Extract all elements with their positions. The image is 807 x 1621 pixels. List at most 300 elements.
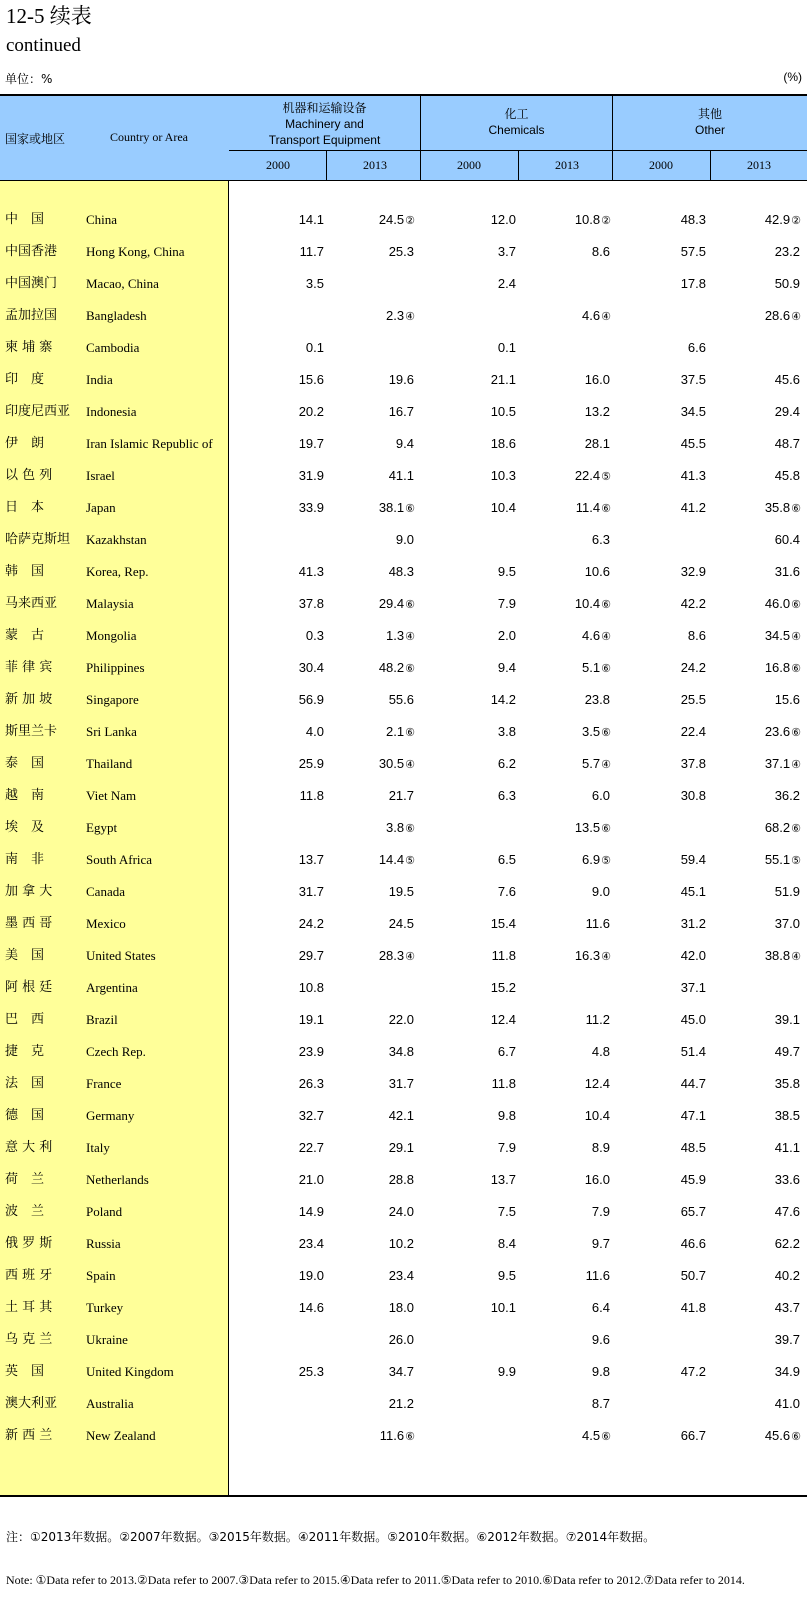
value-cell [299,914,325,935]
value-number: 9.0 [395,532,414,547]
value-cell [775,1330,801,1351]
value-cell [389,1330,415,1351]
value-cell [681,1010,707,1031]
value-cell [681,1042,707,1063]
value-cell [765,722,801,743]
value-cell [575,594,611,615]
table-row [0,786,807,818]
value-number: 5.1 [582,660,601,675]
value-cell [765,946,801,967]
value-number: 68.2 [764,820,791,835]
value-number: 29.7 [298,948,324,963]
value-cell [592,882,611,903]
value-cell [379,754,415,775]
value-cell [324,306,325,327]
value-cell [585,434,611,455]
value-number: 37.8 [298,596,324,611]
value-cell [389,242,415,263]
value-cell [299,594,325,615]
value-number: 49.7 [774,1044,800,1059]
value-cell [765,626,801,647]
country-name-en: Turkey [86,1300,124,1315]
value-cell [498,594,517,615]
value-number: 45.9 [680,1172,706,1187]
country-name-en: China [86,212,118,227]
value-number: 10.8 [298,980,324,995]
value-cell [389,882,415,903]
value-number: 26.0 [388,1332,414,1347]
value-number: 4.8 [591,1044,610,1059]
table-row [0,1266,807,1298]
value-cell [491,434,517,455]
value-cell [299,370,325,391]
value-number: 6.5 [497,852,516,867]
group-header-cn: 化工 [504,107,529,121]
value-cell [306,626,325,647]
value-number: 15.6 [298,372,324,387]
value-number: 37.8 [680,756,706,771]
value-cell [498,338,517,359]
country-name-en: Ukraine [86,1332,128,1347]
table-row [0,658,807,690]
value-cell [681,882,707,903]
value-number: 3.5 [582,724,601,739]
table-row [0,274,807,306]
country-name-en: India [86,372,113,387]
value-number: 11.2 [585,1012,610,1027]
country-name-en: United Kingdom [86,1364,174,1379]
value-cell [516,1426,517,1447]
value-number: 62.2 [774,1236,800,1251]
value-cell [775,1106,801,1127]
value-cell [681,1106,707,1127]
value-cell [575,818,611,839]
value-number: 1.3 [386,628,405,643]
value-number: 19.6 [388,372,414,387]
value-cell [582,850,611,871]
value-number: 31.7 [298,884,324,899]
value-cell [681,402,707,423]
value-cell [516,306,517,327]
value-number: 0.3 [305,628,324,643]
country-name-cn: 印度尼西亚 [5,404,71,419]
value-number: 23.4 [388,1268,414,1283]
value-cell [592,786,611,807]
country-name-cn: 新 加 坡 [5,692,53,707]
value-cell [389,786,415,807]
country-name-en: Italy [86,1140,110,1155]
value-number: 21.1 [490,372,516,387]
value-cell [324,530,325,551]
footnote-marker: ⑤ [791,855,801,867]
footnote-marker: ⑥ [405,823,415,835]
value-cell [516,1330,517,1351]
value-cell [379,498,415,519]
value-cell [386,306,415,327]
value-cell [386,626,415,647]
footnote-marker: ④ [791,951,801,963]
value-number: 9.6 [591,1332,610,1347]
value-cell [585,1074,611,1095]
footnote-marker: ④ [791,311,801,323]
value-cell [681,370,707,391]
country-header-cn: 国家或地区 [5,132,66,146]
value-number: 11.8 [299,788,324,803]
value-cell [498,754,517,775]
table-row [0,1106,807,1138]
country-name-en: Korea, Rep. [86,564,149,579]
value-number: 36.2 [774,788,800,803]
value-number: 8.7 [591,1396,610,1411]
footnote-marker: ⑤ [405,855,415,867]
value-cell [299,850,325,871]
value-cell [389,1074,415,1095]
value-number: 0.1 [305,340,324,355]
value-cell [585,562,611,583]
value-number: 30.4 [298,660,324,675]
value-number: 29.1 [388,1140,414,1155]
footnote-marker: ⑥ [601,663,611,675]
value-cell [582,306,611,327]
footnote-marker: ⑥ [405,599,415,611]
value-number: 42.2 [680,596,706,611]
value-cell [585,1106,611,1127]
value-number: 45.0 [680,1012,706,1027]
value-number: 51.9 [774,884,800,899]
value-number: 16.8 [764,660,791,675]
value-cell [299,754,325,775]
value-cell [379,850,415,871]
value-cell [389,1298,415,1319]
value-cell [300,242,325,263]
value-cell [681,274,707,295]
value-cell [498,786,517,807]
value-cell [389,466,415,487]
value-cell [592,242,611,263]
value-number: 15.4 [490,916,516,931]
country-name-en: Philippines [86,660,145,675]
year-header: 2013 [747,158,771,172]
value-number: 43.7 [774,1300,800,1315]
value-cell [516,530,517,551]
value-cell [299,1202,325,1223]
value-number: 39.1 [774,1012,800,1027]
value-cell [300,786,325,807]
unit-label: 单位：% [5,72,53,86]
value-cell [585,402,611,423]
value-cell [498,1106,517,1127]
value-cell [610,274,611,295]
value-cell [389,1042,415,1063]
value-number: 9.5 [497,1268,516,1283]
value-number: 30.5 [378,756,405,771]
table-row [0,402,807,434]
value-cell [299,1362,325,1383]
value-number: 34.5 [680,404,706,419]
value-cell [498,626,517,647]
value-cell [414,978,415,999]
value-number: 23.9 [298,1044,324,1059]
year-header: 2013 [555,158,579,172]
value-cell [582,658,611,679]
value-number: 38.5 [774,1108,800,1123]
footnote-marker: ⑥ [405,663,415,675]
value-cell [706,1330,707,1351]
value-cell [765,306,801,327]
group-header-en: Other [694,123,725,137]
value-cell [299,690,325,711]
value-cell [498,274,517,295]
value-number: 42.0 [680,948,706,963]
value-number: 16.0 [584,1172,610,1187]
table-row [0,850,807,882]
country-name-en: Kazakhstan [86,532,147,547]
value-cell [324,1394,325,1415]
value-number: 6.4 [591,1300,610,1315]
value-number: 60.4 [774,532,800,547]
value-number: 23.6 [764,724,791,739]
value-number: 2.1 [386,724,405,739]
value-number: 21.0 [298,1172,324,1187]
value-cell [498,1234,517,1255]
country-name-cn: 柬 埔 寨 [5,340,53,355]
value-cell [491,1010,517,1031]
value-cell [775,530,801,551]
unit-label-right: (%) [783,70,802,84]
country-name-cn: 菲 律 宾 [5,660,53,675]
group-header-en: Machinery and [285,117,364,131]
table-row [0,1394,807,1426]
table-row [0,242,807,274]
footnote-marker: ⑥ [601,823,611,835]
value-number: 29.4 [774,404,800,419]
table-row [0,1138,807,1170]
country-name-cn: 中国香港 [5,244,58,259]
country-name-cn: 土 耳 其 [5,1300,53,1315]
table-row [0,1170,807,1202]
value-number: 14.2 [490,692,516,707]
footnote-marker: ④ [791,759,801,771]
value-number: 24.2 [298,916,324,931]
footnote-marker: ⑥ [791,663,801,675]
value-number: 9.4 [497,660,516,675]
value-cell [299,1298,325,1319]
value-number: 41.8 [680,1300,706,1315]
value-cell [324,1330,325,1351]
value-cell [765,594,801,615]
footnote-marker: ② [405,215,415,227]
value-number: 48.3 [680,212,706,227]
value-cell [765,498,801,519]
value-cell [775,1394,801,1415]
value-cell [491,498,517,519]
value-number: 10.8 [574,212,601,227]
value-cell [775,434,801,455]
table-row [0,1330,807,1362]
value-cell [389,402,415,423]
group-header-en: Transport Equipment [268,133,381,147]
value-cell [299,1010,325,1031]
value-number: 47.2 [680,1364,706,1379]
value-number: 12.4 [490,1012,516,1027]
year-header: 2000 [266,158,290,172]
country-name-en: Czech Rep. [86,1044,146,1059]
value-number: 19.7 [298,436,324,451]
year-header: 2000 [649,158,673,172]
value-cell [775,1362,801,1383]
value-number: 3.8 [386,820,405,835]
value-cell [775,914,801,935]
value-number: 10.4 [574,596,601,611]
value-number: 44.7 [680,1076,706,1091]
country-name-cn: 墨 西 哥 [5,916,53,931]
footnote-marker: ④ [601,759,611,771]
table-row [0,818,807,850]
value-number: 12.4 [584,1076,610,1091]
country-name-cn: 巴 西 [5,1012,45,1027]
value-number: 13.7 [298,852,324,867]
value-number: 23.8 [584,692,610,707]
value-cell [681,466,707,487]
value-cell [491,466,517,487]
value-number: 37.0 [774,916,800,931]
country-name-cn: 美 国 [5,948,45,963]
value-cell [299,434,325,455]
value-number: 32.9 [680,564,706,579]
value-number: 10.1 [490,1300,516,1315]
table-row [0,1298,807,1330]
value-number: 13.2 [584,404,610,419]
value-cell [498,242,517,263]
value-cell [389,1394,415,1415]
value-number: 34.8 [388,1044,414,1059]
value-cell [389,370,415,391]
value-number: 6.9 [582,852,601,867]
country-name-en: Cambodia [86,340,140,355]
footnote-marker: ④ [601,631,611,643]
table-row [0,1010,807,1042]
value-cell [688,338,707,359]
value-number: 10.3 [490,468,516,483]
value-number: 4.6 [582,628,601,643]
country-name-cn: 乌 克 兰 [5,1332,53,1347]
value-number: 3.8 [497,724,516,739]
value-cell [306,722,325,743]
table-row [0,594,807,626]
value-number: 25.3 [298,1364,324,1379]
value-cell [498,850,517,871]
value-number: 33.6 [774,1172,800,1187]
value-cell [610,978,611,999]
value-cell [681,786,707,807]
value-number: 8.6 [687,628,706,643]
country-name-cn: 伊 朗 [5,436,45,451]
value-number: 15.2 [490,980,516,995]
value-cell [299,1042,325,1063]
value-number: 0.1 [497,340,516,355]
value-number: 4.6 [582,308,601,323]
country-name-cn: 捷 克 [5,1044,45,1059]
footnote-marker: ⑥ [601,503,611,515]
country-name-en: Mexico [86,916,126,931]
value-cell [306,338,325,359]
value-cell [592,1330,611,1351]
value-number: 9.8 [497,1108,516,1123]
value-cell [491,1170,517,1191]
value-number: 6.7 [497,1044,516,1059]
value-cell [681,1426,707,1447]
value-number: 11.8 [491,1076,516,1091]
table-row [0,754,807,786]
value-number: 10.5 [490,404,516,419]
table-row [0,434,807,466]
country-name-cn: 西 班 牙 [5,1268,53,1283]
value-number: 42.9 [764,212,791,227]
country-name-en: Egypt [86,820,118,835]
value-cell [491,690,517,711]
value-cell [389,914,415,935]
value-number: 21.7 [388,788,414,803]
value-cell [498,562,517,583]
value-cell [299,1138,325,1159]
footnote-marker: ④ [405,631,415,643]
value-cell [575,466,611,487]
value-cell [389,690,415,711]
table-row [0,626,807,658]
footnote-marker: ⑥ [405,503,415,515]
value-number: 45.8 [774,468,800,483]
country-name-cn: 南 非 [5,852,45,867]
value-number: 15.6 [774,692,800,707]
country-name-cn: 法 国 [5,1076,45,1091]
value-number: 11.4 [575,500,601,515]
value-number: 10.6 [584,564,610,579]
table-row [0,370,807,402]
country-name-cn: 日 本 [5,500,45,515]
value-cell [688,626,707,647]
value-number: 6.3 [591,532,610,547]
value-cell [681,498,707,519]
country-name-en: Viet Nam [86,788,137,803]
table-row [0,1042,807,1074]
value-number: 14.6 [298,1300,324,1315]
value-number: 41.3 [680,468,706,483]
value-number: 9.8 [591,1364,610,1379]
country-name-cn: 孟加拉国 [5,308,58,323]
value-number: 19.1 [298,1012,324,1027]
value-number: 16.3 [574,948,601,963]
value-cell [775,1138,801,1159]
value-cell [800,978,801,999]
value-cell [389,1010,415,1031]
value-number: 28.1 [584,436,610,451]
value-number: 25.3 [388,244,414,259]
value-cell [582,1426,611,1447]
value-cell [389,562,415,583]
value-cell [681,1074,707,1095]
value-cell [389,1362,415,1383]
value-cell [299,658,325,679]
table-row [0,1074,807,1106]
table-row [0,338,807,370]
country-name-cn: 中国澳门 [5,276,58,291]
country-name-cn: 马来西亚 [5,596,58,611]
value-number: 37.1 [680,980,706,995]
value-cell [498,658,517,679]
value-cell [586,1010,611,1031]
value-number: 12.0 [490,212,516,227]
value-cell [575,210,611,231]
